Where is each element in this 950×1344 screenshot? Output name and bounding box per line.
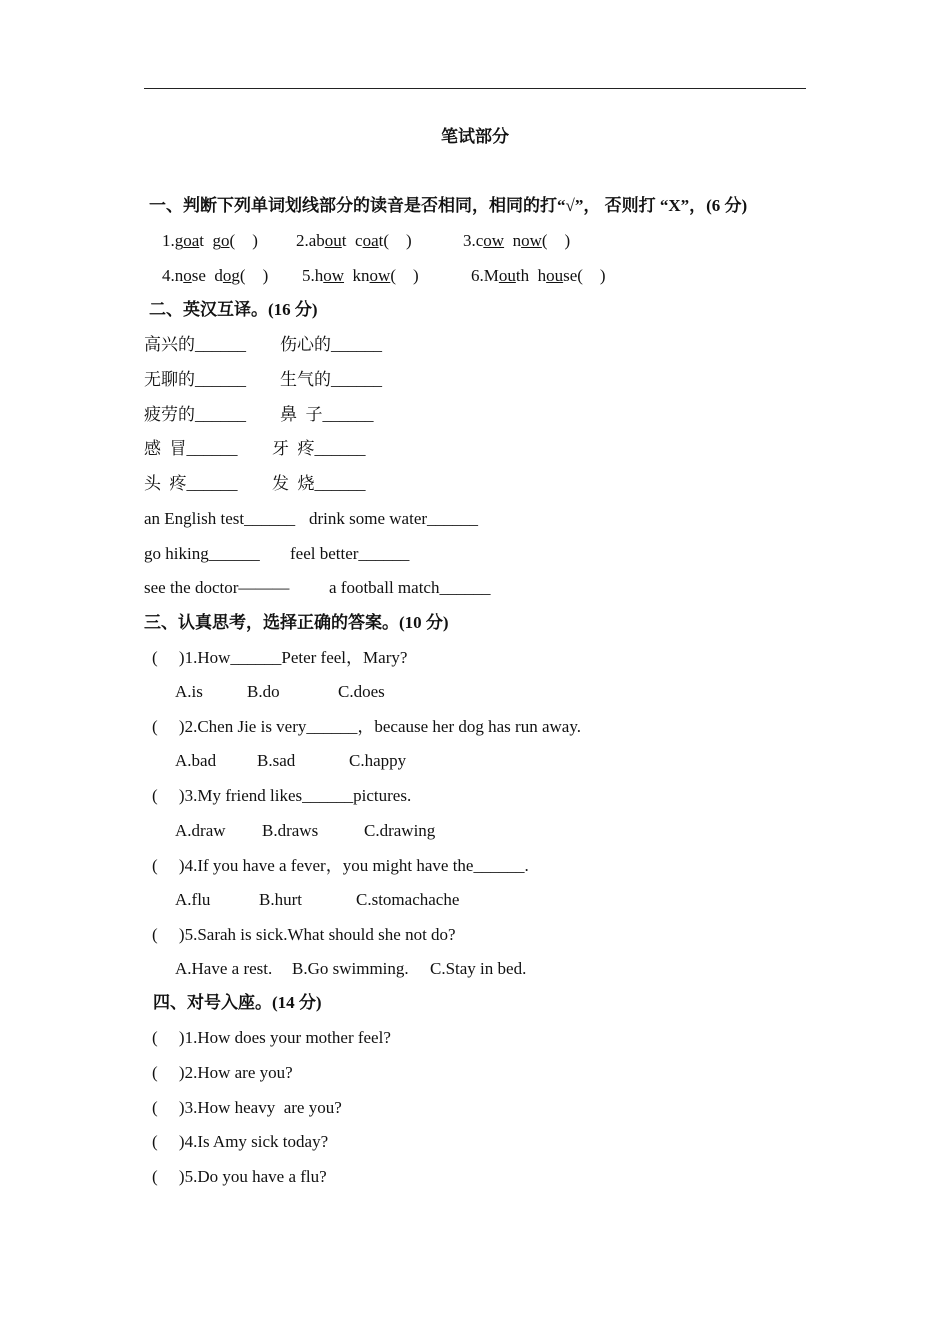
- match-item: ( )3.How heavy are you?: [152, 1098, 342, 1117]
- section-4-heading: 四、对号入座。(14 分): [153, 993, 322, 1012]
- mc-question: ( )2.Chen Jie is very______，because her dog has run away.: [152, 717, 581, 736]
- translate-item: 感 冒______: [144, 439, 238, 458]
- mc-option: A.bad: [175, 751, 217, 770]
- mc-option: B.hurt: [259, 890, 302, 909]
- translate-item: drink some water______: [309, 509, 479, 528]
- mc-option: C.drawing: [364, 821, 436, 840]
- mc-option: C.Stay in bed.: [430, 959, 527, 978]
- match-item: ( )5.Do you have a flu?: [152, 1167, 327, 1186]
- translate-item: 头 疼______: [144, 474, 238, 493]
- mc-option: C.stomachache: [356, 890, 460, 909]
- mc-question: ( )3.My friend likes______pictures.: [152, 786, 412, 805]
- translate-item: 高兴的______: [144, 335, 246, 354]
- pron-item-4: 4.nose dog( ): [162, 266, 269, 285]
- pron-item-1: 1.goat go( ): [162, 231, 258, 250]
- mc-option: B.sad: [257, 751, 296, 770]
- mc-option: B.Go swimming.: [292, 959, 409, 978]
- translate-item: feel better______: [290, 544, 410, 563]
- pron-item-2: 2.about coat( ): [296, 231, 412, 250]
- match-item: ( )2.How are you?: [152, 1063, 293, 1082]
- translate-item: 鼻 子______: [280, 405, 374, 424]
- match-item: ( )1.How does your mother feel?: [152, 1028, 391, 1047]
- translate-item: 伤心的______: [280, 335, 382, 354]
- pron-item-6: 6.Mouth house( ): [471, 266, 606, 285]
- translate-item: an English test______: [144, 509, 296, 528]
- translate-item: see the doctor———: [144, 578, 290, 597]
- section-2-heading: 二、英汉互译。(16 分): [149, 300, 318, 319]
- mc-option: A.flu: [175, 890, 211, 909]
- translate-item: 牙 疼______: [272, 439, 366, 458]
- mc-option: A.is: [175, 682, 203, 701]
- translate-item: go hiking______: [144, 544, 260, 563]
- mc-option: B.draws: [262, 821, 319, 840]
- translate-item: 生气的______: [280, 370, 382, 389]
- mc-option: A.Have a rest.: [175, 959, 273, 978]
- section-3-heading: 三、认真思考，选择正确的答案。(10 分): [144, 613, 449, 632]
- mc-question: ( )1.How______Peter feel，Mary?: [152, 648, 408, 667]
- mc-option: C.does: [338, 682, 385, 701]
- translate-item: a football match______: [329, 578, 491, 597]
- pron-item-3: 3.cow now( ): [463, 231, 571, 250]
- mc-question: ( )4.If you have a fever，you might have the______.: [152, 856, 529, 875]
- mc-option: C.happy: [349, 751, 407, 770]
- match-item: ( )4.Is Amy sick today?: [152, 1132, 329, 1151]
- pron-item-5: 5.how know( ): [302, 266, 419, 285]
- mc-option: B.do: [247, 682, 280, 701]
- translate-item: 发 烧______: [272, 474, 366, 493]
- header-rule: [144, 88, 806, 89]
- section-1-heading: 一、判断下列单词划线部分的读音是否相同，相同的打“√”， 否则打 “X”，(6 分): [149, 196, 748, 215]
- translate-item: 无聊的______: [144, 370, 246, 389]
- page-title: 笔试部分: [441, 127, 509, 146]
- mc-question: ( )5.Sarah is sick.What should she not do?: [152, 925, 456, 944]
- translate-item: 疲劳的______: [144, 405, 246, 424]
- mc-option: A.draw: [175, 821, 226, 840]
